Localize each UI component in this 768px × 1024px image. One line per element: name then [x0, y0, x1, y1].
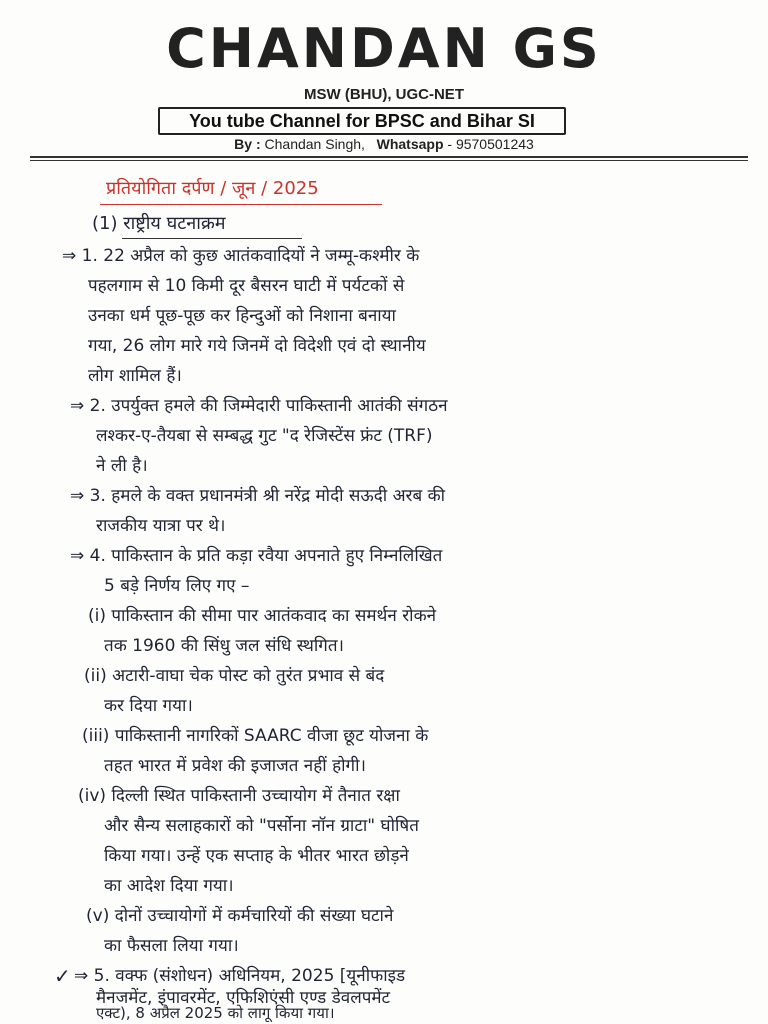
header-divider: [30, 156, 748, 158]
page-title: प्रतियोगिता दर्पण / जून / 2025: [106, 178, 319, 199]
whatsapp-label: Whatsapp: [376, 136, 444, 152]
note-line: तक 1960 की सिंधु जल संधि स्थगित।: [104, 636, 344, 656]
header-divider-thin: [30, 160, 748, 161]
note-line: राजकीय यात्रा पर थे।: [96, 516, 226, 536]
qualifications: MSW (BHU), UGC-NET: [304, 86, 464, 103]
note-line: ⇒ 3. हमले के वक्त प्रधानमंत्री श्री नरेंद्र मोदी सऊदी अरब की: [70, 486, 446, 506]
note-line: का आदेश दिया गया।: [104, 876, 234, 896]
note-line: ⇒ 1. 22 अप्रैल को कुछ आतंकवादियों ने जम्मू-कश्मीर के: [62, 246, 420, 266]
title-underline: [100, 204, 382, 205]
note-line: लश्कर-ए-तैयबा से सम्बद्ध गुट "द रेजिस्टेंस फ्रंट (TRF): [96, 426, 433, 446]
whatsapp-number: - 9570501243: [447, 136, 534, 152]
note-line: ⇒ 4. पाकिस्तान के प्रति कड़ा रवैया अपनाते हुए निम्नलिखित: [70, 546, 443, 566]
note-line: ⇒ 5. वक्फ (संशोधन) अधिनियम, 2025 [यूनीफाइड: [74, 966, 406, 986]
note-line: लोग शामिल हैं।: [88, 366, 182, 386]
note-line: का फैसला लिया गया।: [104, 936, 239, 956]
author-name: Chandan Singh,: [264, 136, 365, 152]
section-heading: (1) राष्ट्रीय घटनाक्रम: [92, 213, 226, 234]
section-underline: [122, 238, 302, 239]
note-line: उनका धर्म पूछ-पूछ कर हिन्दुओं को निशाना बनाया: [88, 306, 396, 326]
note-line: (v) दोनों उच्चायोगों में कर्मचारियों की संख्या घटाने: [86, 906, 394, 926]
by-label: By :: [234, 136, 261, 152]
note-line: 5 बड़े निर्णय लिए गए –: [104, 576, 250, 596]
note-line: ने ली है।: [96, 456, 148, 476]
note-line: कर दिया गया।: [104, 696, 193, 716]
note-line: तहत भारत में प्रवेश की इजाजत नहीं होगी।: [104, 756, 366, 776]
brand-title: CHANDAN GS: [166, 17, 602, 80]
margin-tick-icon: ✓: [54, 964, 71, 988]
note-line: (i) पाकिस्तान की सीमा पार आतंकवाद का समर्थन रोकने: [88, 606, 437, 626]
note-line: (iii) पाकिस्तानी नागरिकों SAARC वीजा छूट योजना के: [82, 726, 429, 746]
note-line: और सैन्य सलाहकारों को "पर्सोना नॉन ग्राटा" घोषित: [104, 816, 419, 836]
note-line: गया, 26 लोग मारे गये जिनमें दो विदेशी एवं दो स्थानीय: [88, 336, 426, 356]
channel-banner: You tube Channel for BPSC and Bihar SI: [158, 107, 566, 135]
note-line: पहलगाम से 10 किमी दूर बैसरन घाटी में पर्यटकों से: [88, 276, 405, 296]
note-line: (iv) दिल्ली स्थित पाकिस्तानी उच्चायोग में तैनात रक्षा: [78, 786, 400, 806]
note-line: ⇒ 2. उपर्युक्त हमले की जिम्मेदारी पाकिस्तानी आतंकी संगठन: [70, 396, 448, 416]
note-line: (ii) अटारी-वाघा चेक पोस्ट को तुरंत प्रभाव से बंद: [84, 666, 385, 686]
byline: [0, 136, 768, 152]
note-line: किया गया। उन्हें एक सप्ताह के भीतर भारत छोड़ने: [104, 846, 409, 866]
note-line: एक्ट), 8 अप्रैल 2025 को लागू किया गया।: [96, 1004, 335, 1022]
note-line: मैनजमेंट, इंपावरमेंट, एफिशिएंसी एण्ड डेवलपमेंट: [96, 988, 391, 1008]
